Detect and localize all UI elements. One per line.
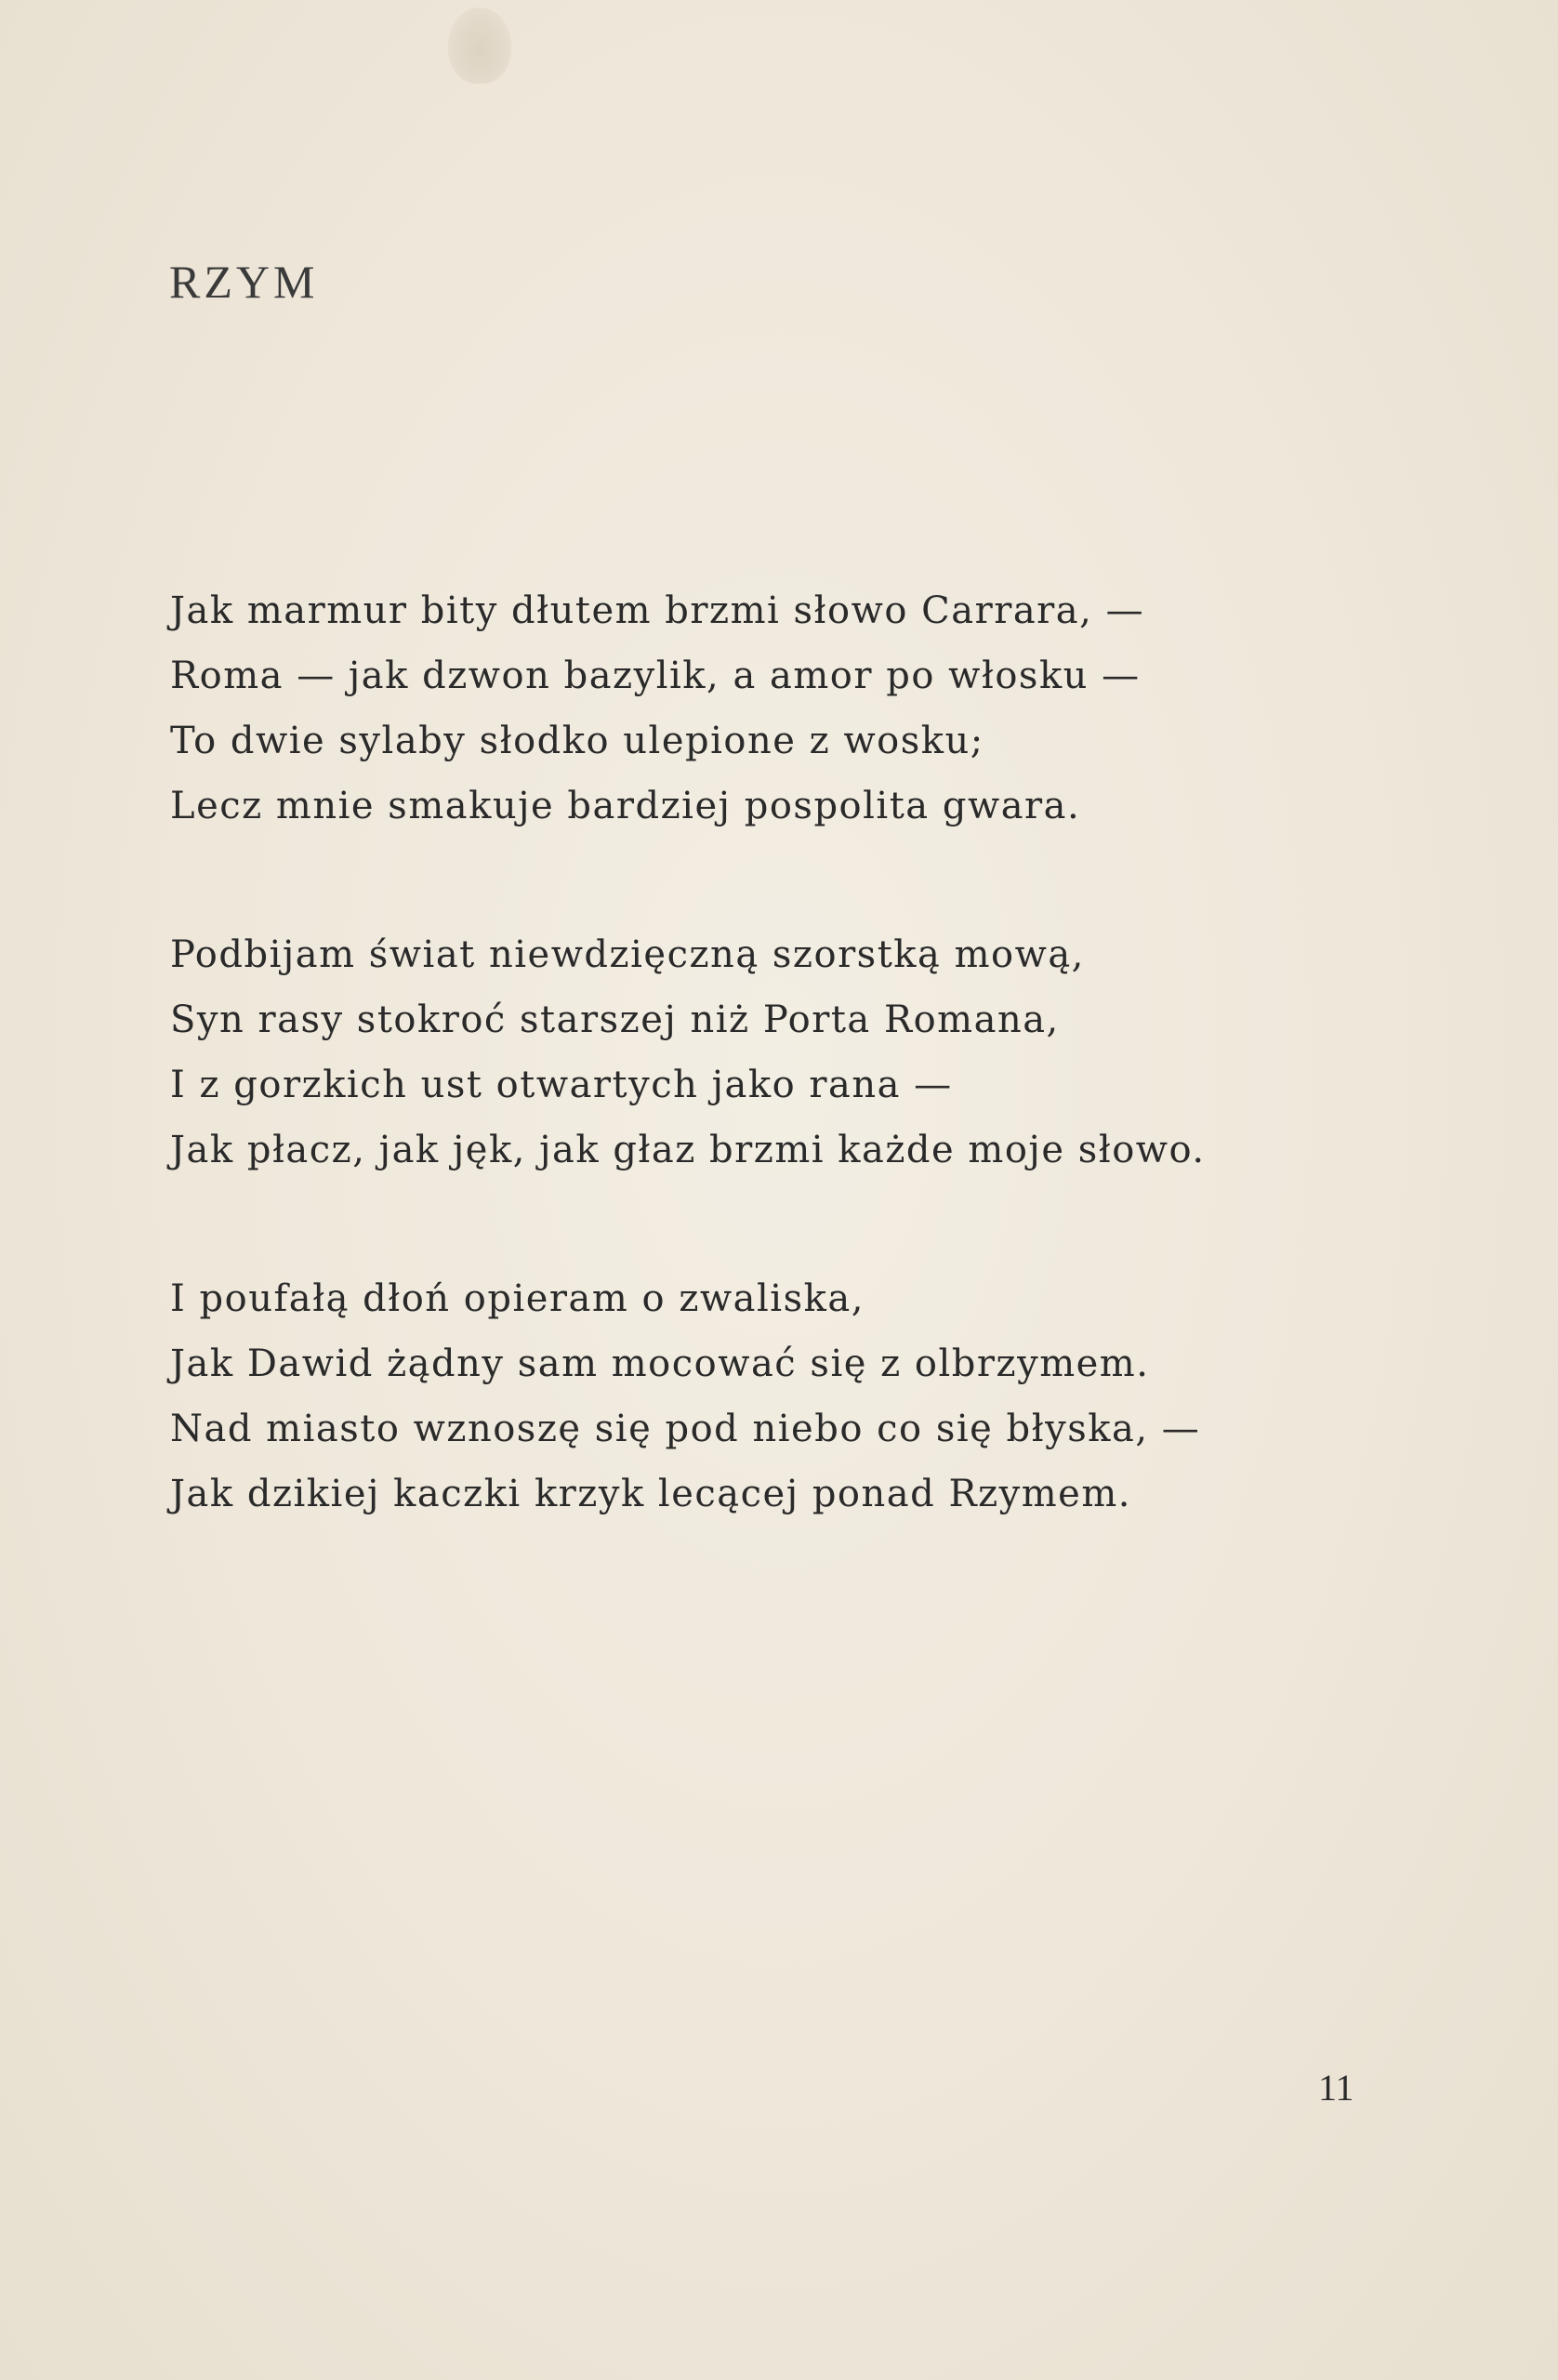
page-number: 11 <box>1318 2067 1354 2109</box>
poem-line: I poufałą dłoń opieram o zwaliska, <box>170 1277 865 1320</box>
poem-line: To dwie sylaby słodko ulepione z wosku; <box>170 720 984 762</box>
poem-line: Podbijam świat niewdzięczną szorstką mową, <box>170 933 1085 976</box>
poem-body <box>170 578 1397 1610</box>
poem-line: Syn rasy stokroć starszej niż Porta Romana, <box>170 998 1060 1041</box>
paper-stain <box>448 7 511 84</box>
stanza-2 <box>170 922 1397 1183</box>
poem-line: Jak płacz, jak jęk, jak głaz brzmi każde moje słowo. <box>170 1129 1206 1171</box>
poem-title: RZYM <box>169 256 319 308</box>
poem-line: Nad miasto wznoszę się pod niebo co się błyska, — <box>170 1408 1201 1450</box>
poem-line: I z gorzkich ust otwartych jako rana — <box>170 1064 953 1106</box>
poem-line: Jak marmur bity dłutem brzmi słowo Carrara, — <box>170 589 1145 632</box>
stanza-3 <box>170 1266 1397 1527</box>
stanza-1 <box>170 578 1397 839</box>
poem-line: Jak dzikiej kaczki krzyk lecącej ponad Rzymem. <box>170 1473 1131 1515</box>
poem-line: Lecz mnie smakuje bardziej pospolita gwara. <box>170 785 1081 827</box>
poem-line: Jak Dawid żądny sam mocować się z olbrzymem. <box>170 1342 1150 1385</box>
poem-line: Roma — jak dzwon bazylik, a amor po włosku — <box>170 654 1141 697</box>
